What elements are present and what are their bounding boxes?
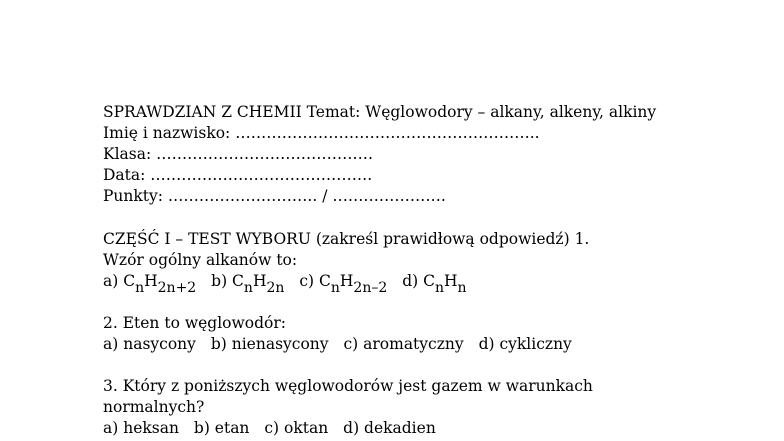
q3-options (103, 418, 623, 439)
q2-option-b[interactable]: b) nienasycony (210, 335, 329, 353)
question-3 (103, 376, 623, 439)
q1-option-a[interactable]: a) $C_nH_{2n+2}$ (103, 272, 197, 296)
field-name-label: Imię i nazwisko: (103, 124, 231, 142)
q3-text: 3. Który z poniższych węglowodorów jest gazem w warunkach normalnych? (103, 377, 593, 416)
field-name-blank: ………………………………………………….. (230, 124, 540, 142)
field-date (103, 165, 723, 186)
page-title: SPRAWDZIAN Z CHEMII Temat: Węglowodory – alkany, alkeny, alkiny (103, 103, 657, 121)
q2-option-c[interactable]: c) aromatyczny (343, 335, 464, 353)
q2-option-d[interactable]: d) cykliczny (478, 335, 572, 353)
q3-option-d[interactable]: d) dekadien (343, 419, 436, 437)
q1-option-b[interactable]: b) $C_nH_{2n}$ (211, 272, 285, 296)
question-2 (103, 313, 723, 355)
field-class (103, 144, 723, 165)
field-points-blank: ……………………….. / …………………. (163, 187, 446, 205)
header-section (103, 102, 723, 207)
q2-options (103, 334, 723, 355)
q1-option-d[interactable]: d) $C_nH_n$ (402, 272, 467, 296)
field-points (103, 186, 723, 207)
q1-options (103, 271, 623, 295)
part1-heading: CZĘŚĆ I – TEST WYBORU (zakreśl prawidłową odpowiedź) 1. Wzór ogólny alkanów to: (103, 230, 590, 269)
q3-option-a[interactable]: a) heksan (103, 419, 179, 437)
field-date-blank: ……………………………………. (145, 166, 373, 184)
field-points-label: Punkty: (103, 187, 163, 205)
field-date-label: Data: (103, 166, 146, 184)
q2-option-a[interactable]: a) nasycony (103, 335, 196, 353)
field-class-label: Klasa: (103, 145, 152, 163)
q1-option-c[interactable]: c) $C_nH_{2n-2}$ (299, 272, 388, 296)
part1-section (103, 229, 623, 295)
field-name (103, 123, 723, 144)
field-class-blank: …………………………………… (151, 145, 374, 163)
q3-option-b[interactable]: b) etan (193, 419, 250, 437)
q2-text: 2. Eten to węglowodór: (103, 314, 286, 332)
q3-option-c[interactable]: c) oktan (264, 419, 329, 437)
